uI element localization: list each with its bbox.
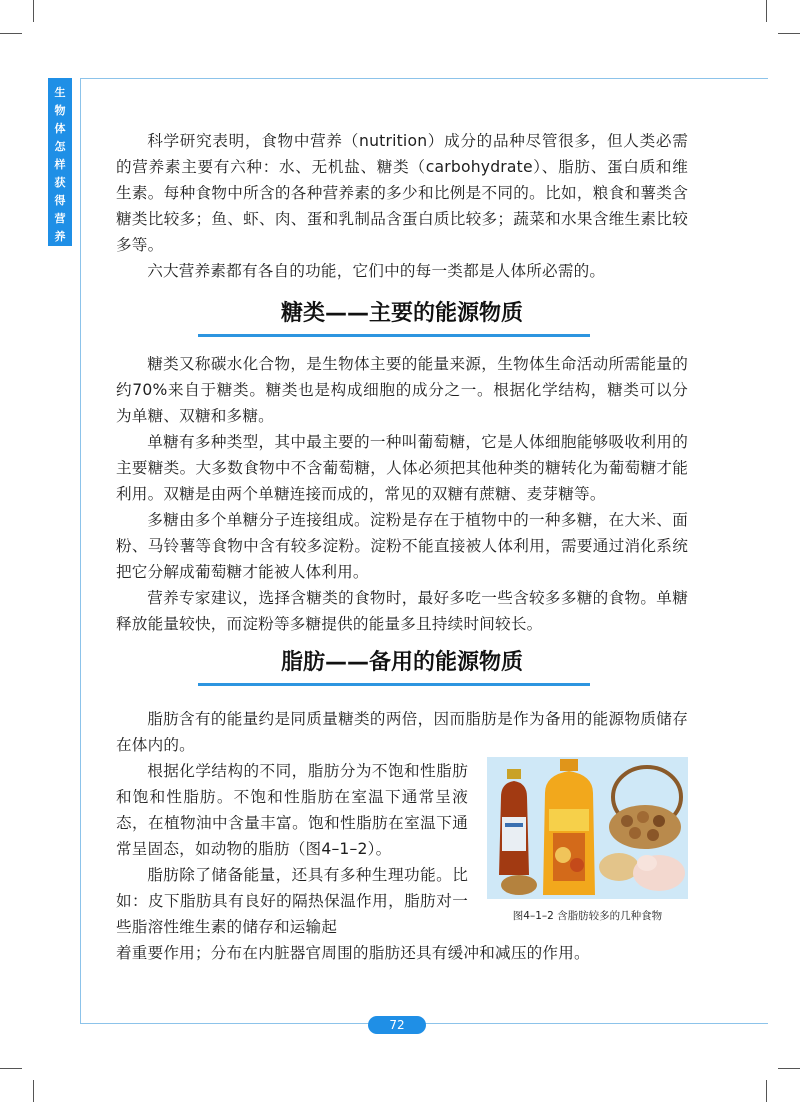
section-title-sugar: 糖类——主要的能源物质 — [280, 301, 523, 326]
body-paragraph: 根据化学结构的不同，脂肪分为不饱和性脂肪和饱和性脂肪。不饱和性脂肪在室温下通常呈液态，在植物油中含量丰富。饱和性脂肪在室温下通常呈固态，如动物的脂肪（图4–1–2）。 — [116, 762, 468, 858]
page-number: 72 — [389, 1018, 405, 1032]
crop-mark — [33, 0, 34, 22]
figure-caption: 图4–1–2 含脂肪较多的几种食物 — [512, 910, 663, 922]
body-paragraph: 着重要作用；分布在内脏器官周围的脂肪还具有缓冲和减压的作用。 — [116, 944, 590, 962]
crop-mark — [33, 1080, 34, 1102]
intro-paragraph: 六大营养素都有各自的功能，它们中的每一类都是人体所必需的。 — [147, 262, 606, 280]
body-paragraph: 糖类又称碳水化合物，是生物体主要的能量来源，生物体生命活动所需能量的约70%来自于糖类。糖类也是构成细胞的成分之一。根据化学结构，糖类可以分为单糖、双糖和多糖。 — [116, 355, 688, 425]
crop-mark — [766, 1080, 767, 1102]
crop-mark — [0, 33, 22, 34]
body-paragraph: 单糖有多种类型，其中最主要的一种叫葡萄糖，它是人体细胞能够吸收利用的主要糖类。大多数食物中不含葡萄糖，人体必须把其他种类的糖转化为葡萄糖才能利用。双糖是由两个单糖连接而成的，常见的双糖有蔗糖、麦芽糖等。 — [116, 433, 688, 503]
body-paragraph: 脂肪除了储备能量，还具有多种生理功能。比如：皮下脂肪具有良好的隔热保温作用，脂肪对一些脂溶性维生素的储存和运输起 — [116, 866, 468, 936]
crop-mark — [778, 33, 800, 34]
side-tab-char: 获 — [54, 176, 66, 189]
section-rule — [198, 334, 590, 337]
body-paragraph: 多糖由多个单糖分子连接组成。淀粉是存在于植物中的一种多糖，在大米、面粉、马铃薯等食物中含有较多淀粉。淀粉不能直接被人体利用，需要通过消化系统把它分解成葡萄糖才能被人体利用。 — [116, 511, 688, 581]
page-frame-left — [80, 78, 81, 1023]
side-tab-char: 得 — [54, 194, 66, 207]
side-tab-char: 怎 — [54, 140, 66, 153]
body-paragraph: 营养专家建议，选择含糖类的食物时，最好多吃一些含较多多糖的食物。单糖释放能量较快，而淀粉等多糖提供的能量多且持续时间较长。 — [116, 589, 688, 633]
crop-mark — [778, 1068, 800, 1069]
figure-fatty-foods-photo — [487, 757, 688, 899]
crop-mark — [766, 0, 767, 22]
body-paragraph: 脂肪含有的能量约是同质量糖类的两倍，因而脂肪是作为备用的能源物质储存在体内的。 — [116, 710, 688, 754]
chapter-side-tab — [48, 78, 72, 246]
intro-paragraph: 科学研究表明，食物中营养（nutrition）成分的品种尽管很多，但人类必需的营养素主要有六种：水、无机盐、糖类（carbohydrate）、脂肪、蛋白质和维生素。每种食物中所含的各种营养素的多少和比例是不同的。比如，粮食和薯类含糖类比较多；鱼、虾、肉、蛋和乳制品含蛋白质比较多；蔬菜和水果含维生素比较多等。 — [116, 132, 688, 254]
side-tab-char: 体 — [54, 122, 66, 135]
fatty-foods-illustration — [487, 757, 688, 899]
section-rule — [198, 683, 590, 686]
side-tab-char: 营 — [54, 212, 66, 225]
side-tab-char: 样 — [54, 158, 66, 171]
side-tab-char: 养 — [54, 230, 66, 243]
page-frame-top — [80, 78, 768, 79]
section-title-fat: 脂肪——备用的能源物质 — [280, 650, 523, 675]
side-tab-char: 物 — [54, 104, 66, 117]
crop-mark — [0, 1068, 22, 1069]
side-tab-char: 生 — [54, 86, 66, 99]
